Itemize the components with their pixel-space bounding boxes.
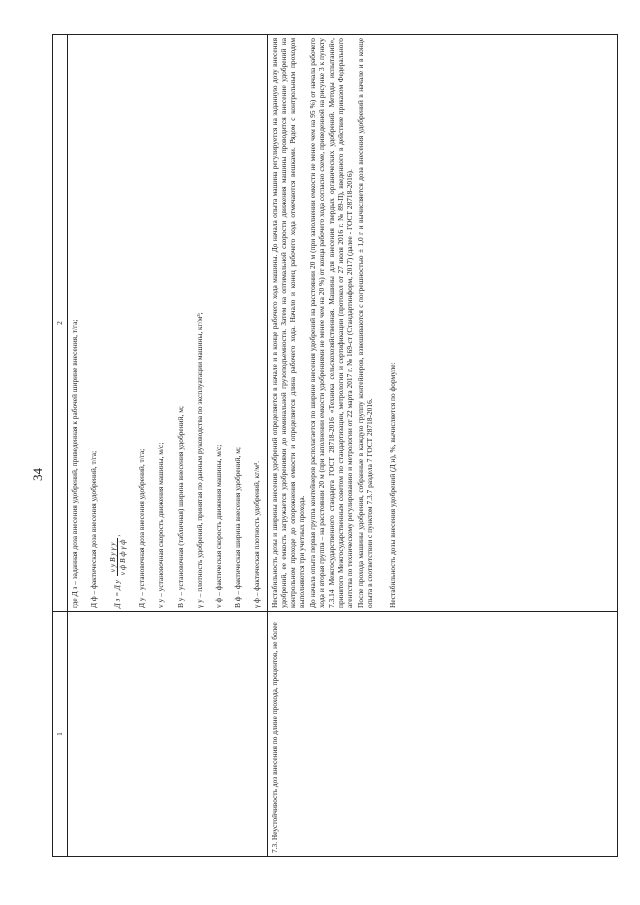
definition-dz: где Д з – заданная доза внесения удобрений, приведенная к рабочей ширине внесения, т/га; — [70, 319, 79, 608]
definition-vf: v ф – фактическая скорость движения машины, м/с; — [213, 444, 223, 608]
row-7-3-col-2 — [268, 35, 618, 612]
header-col-1: 1 — [53, 612, 68, 857]
cont-col-1 — [68, 612, 268, 857]
table-row-7-3 — [268, 35, 618, 857]
definition-bf: В ф – фактическая ширина внесения удобрений, м; — [232, 447, 242, 608]
table-row-continuation — [68, 35, 268, 857]
cont-col-2 — [68, 35, 268, 612]
paragraph-containers: До начала опыта первая группа контейнеров располагается по ширине внесения удобрений на расстоянии 20 м (при заполнении емкости не менее чем на 95 %) от начала рабочего хода и вторая группа – на расстоянии 20 м (при заполнении емкости удобрениями не менее чем на 20 %) от конца рабочего хода согласно схеме, приведенной на рисунке 3 к пункту 7.3.14 Межгосударственного стандарта ГОСТ 28718-2016 «Техника сельскохозяйственная. Машины для внесения твердых органических удобрений. Методы испытаний», принятого Межгосударственным советом по стандартизации, метрологии и сертификации (протокол от 27 июля 2016 г. № 89-П), введенного в действие приказом Федерального агентства по техническому регулированию и метрологии от 22 марта 2017 г. № 169-ст (Стандартинформ, 2017) (далее - ГОСТ 28718-2016). — [308, 38, 354, 608]
table-header-row — [53, 35, 68, 857]
definition-gf: γ ф – фактическая плотность удобрений, кг/м³. — [251, 461, 261, 608]
dose-formula: Д з = Д у v у B у γ у v ф B ф γ ф , — [108, 534, 128, 608]
definition-gu: γ у – плотность удобрений, принятая по данным руководства по эксплуатации машины, кг/м³; — [194, 312, 204, 608]
page-number: 34 — [30, 468, 45, 481]
formula-lhs: Д з = Д у — [112, 580, 122, 608]
row-7-3-col-1: 7.3. Неустойчивость доз внесения по длине прохода, процентов, не более — [268, 612, 618, 857]
definition-df: Д ф – фактическая доза внесения удобрений, т/га; — [89, 450, 99, 608]
definition-bu: В у – установочная (табличная) ширина внесения удобрений, м; — [175, 406, 185, 608]
header-col-2: 2 — [53, 35, 68, 612]
requirements-table — [52, 34, 618, 857]
definition-du: Д у – установочная доза внесения удобрений, т/га; — [137, 448, 147, 608]
paragraph-weighing: После прохода машины удобрения, собранные в каждую группу контейнеров, взвешиваются с погрешностью ± 1,0 г и вычисляется доза внесения удобрений в начале и в конце опыта в соответствии с пунктом 7.3.7 раздела 7 ГОСТ 28718-2016. — [355, 38, 374, 608]
formula-numerator: v у B у γ у — [108, 539, 118, 577]
definition-vu: v у – установочная скорость движения машины, м/с; — [156, 442, 166, 608]
formula-denominator: v ф B ф γ ф — [118, 539, 128, 576]
paragraph-method: Нестабильность дозы и ширины внесения удобрений определяется в начале и в конце рабочего хода машины. До начала опыта машина регулируется на заданную дозу внесения удобрений, ее емкость загружается удобрениями до номинальной грузоподъемности. Затем на оптимальной скорости движения машины проводится внесение удобрений на контрольном проходе до опорожнения емкости и определяется длина рабочего хода. Начало и конец рабочего хода отмечаются вешками. Рядом с контрольным проходом выполняются три учетных прохода. — [270, 38, 307, 608]
formula-fraction — [108, 539, 127, 577]
paragraph-formula-intro: Нестабильность дозы внесения удобрений (Д н), %, вычисляется по формуле: — [388, 362, 398, 608]
